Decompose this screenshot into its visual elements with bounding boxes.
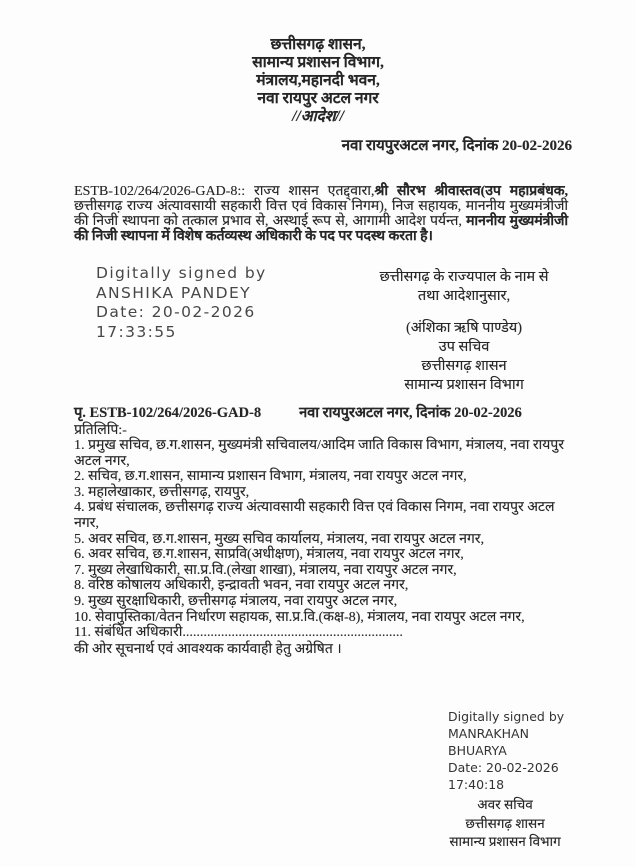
copy-list-item: 10. सेवापुस्तिका/वेतन निर्धारण सहायक, सा.प्र.वि.(कक्ष-8), मंत्रालय, नवा रायपुर अटल नगर, <box>74 609 525 625</box>
digsig-left-date: Date: 20-02-2026 <box>96 303 256 321</box>
signatory-government: छत्तीसगढ़ शासन <box>421 358 507 374</box>
header-building-line: मंत्रालय,महानदी भवन, <box>256 72 380 89</box>
on-behalf-line-1: छत्तीसगढ़ के राज्यपाल के नाम से <box>379 269 549 285</box>
copy-list-item: 5. अवर सचिव, छ.ग.शासन, मुख्य सचिव कार्यालय, मंत्रालय, नवा रायपुर अटल नगर, <box>74 531 485 547</box>
copy-list-item: 11. संबंधित अधिकारी............................................................... <box>74 625 403 641</box>
signatory-block <box>344 268 584 395</box>
digital-signature-stamp-left <box>96 264 267 342</box>
document-header <box>0 36 636 126</box>
digsig-right-time: 17:40:18 <box>448 777 505 792</box>
order-reference-number: ESTB-102/264/2026-GAD-8:: राज्य शासन एतद्द्वारा, <box>74 184 375 199</box>
copy-list-item: 4. प्रबंध संचालक, छत्तीसगढ़ राज्य अंत्यावसायी सहकारी वित्त एवं विकास निगम, नवा रायपुर अटल नगर, <box>74 500 555 531</box>
order-officer-name: श्री सौरभ श्रीवास्तव(उप महाप्रबंधक, <box>374 184 568 199</box>
copy-list-item: 2. सचिव, छ.ग.शासन, सामान्य प्रशासन विभाग, मंत्रालय, नवा रायपुर अटल नगर, <box>74 469 467 485</box>
endorsement-line <box>74 402 522 422</box>
copy-list-item: 8. वरिष्ठ कोषालय अधिकारी, इन्द्रावती भवन, नवा रायपुर अटल नगर, <box>74 578 409 594</box>
header-department-line: सामान्य प्रशासन विभाग, <box>252 54 384 71</box>
digsig-left-label: Digitally signed by <box>96 264 267 282</box>
forwarding-note: की ओर सूचनार्थ एवं आवश्यक कार्यवाही हेतु अग्रेषित । <box>74 641 342 657</box>
digsig-right-text <box>448 708 586 793</box>
header-order-title: //आदेश// <box>292 108 344 125</box>
digsig-left-time: 17:33:55 <box>96 322 177 341</box>
order-paragraph <box>74 184 568 244</box>
digsig-right-label: Digitally signed by <box>448 709 565 724</box>
digsig-right-date: Date: 20-02-2026 <box>448 760 559 775</box>
copy-list-item: 9. मुख्य सुरक्षाधिकारी, छत्तीसगढ़ मंत्रालय, नवा रायपुर अटल नगर, <box>74 593 398 609</box>
place-date-line: नवा रायपुरअटल नगर, दिनांक 20-02-2026 <box>341 138 572 154</box>
digsig-left-signer-name: ANSHIKA PANDEY <box>96 283 252 302</box>
signature-space <box>344 306 584 319</box>
endorsement-reference-number: पृ. ESTB-102/264/2026-GAD-8 <box>74 405 262 421</box>
signatory-department: सामान्य प्रशासन विभाग <box>404 377 524 393</box>
copy-to-label: प्रतिलिपि:- <box>74 423 127 438</box>
copy-list-item: 3. महालेखाकार, छत्तीसगढ़, रायपुर, <box>74 484 250 500</box>
signatory-designation: उप सचिव <box>438 339 490 355</box>
under-secretary-designation: अवर सचिव <box>477 797 533 812</box>
order-posting-text: माननीय मुख्यमंत्रीजी की निजी स्थापना में विशेष कर्तव्यस्थ अधिकारी के पद पर पदस्थ करता है। <box>74 214 568 244</box>
header-city-line: नवा रायपुर अटल नगर <box>257 90 379 107</box>
order-body-text: छत्तीसगढ़ राज्य अंत्यावसायी सहकारी वित्त एवं विकास निगम), निज सहायक, माननीय मुख्यमंत्रीजी की निजी स्थापना को तत्काल प्रभाव से, अस्थाई रूप से, आगामी आदेश पर्यन्त, <box>74 199 568 229</box>
header-government-line: छत्तीसगढ़ शासन, <box>270 36 366 53</box>
copy-list-item: 7. मुख्य लेखाधिकारी, सा.प्र.वि.(लेखा शाखा), मंत्रालय, नवा रायपुर अटल नगर, <box>74 562 457 578</box>
endorsement-place-date: नवा रायपुरअटल नगर, दिनांक 20-02-2026 <box>299 405 522 421</box>
copy-list-item: 6. अवर सचिव, छ.ग.शासन, साप्रवि(अधीक्षण), मंत्रालय, नवा रायपुर अटल नगर, <box>74 547 464 563</box>
under-secretary-block <box>424 796 586 852</box>
signatory-name: (अंशिका ऋषि पाण्डेय) <box>405 320 523 336</box>
under-secretary-department: सामान्य प्रशासन विभाग <box>449 834 561 849</box>
digital-signature-stamp-right <box>424 708 586 852</box>
under-secretary-government: छत्तीसगढ़ शासन <box>465 815 545 831</box>
copy-to-list <box>74 438 571 657</box>
copy-list-item: 1. प्रमुख सचिव, छ.ग.शासन, मुख्यमंत्री सचिवालय/आदिम जाति विकास विभाग, मंत्रालय, नवा रायपुर अटल नगर, <box>74 438 564 469</box>
on-behalf-line-2: तथा आदेशानुसार, <box>417 288 511 304</box>
digsig-right-signer-name: MANRAKHAN BHUARYA <box>448 726 529 758</box>
